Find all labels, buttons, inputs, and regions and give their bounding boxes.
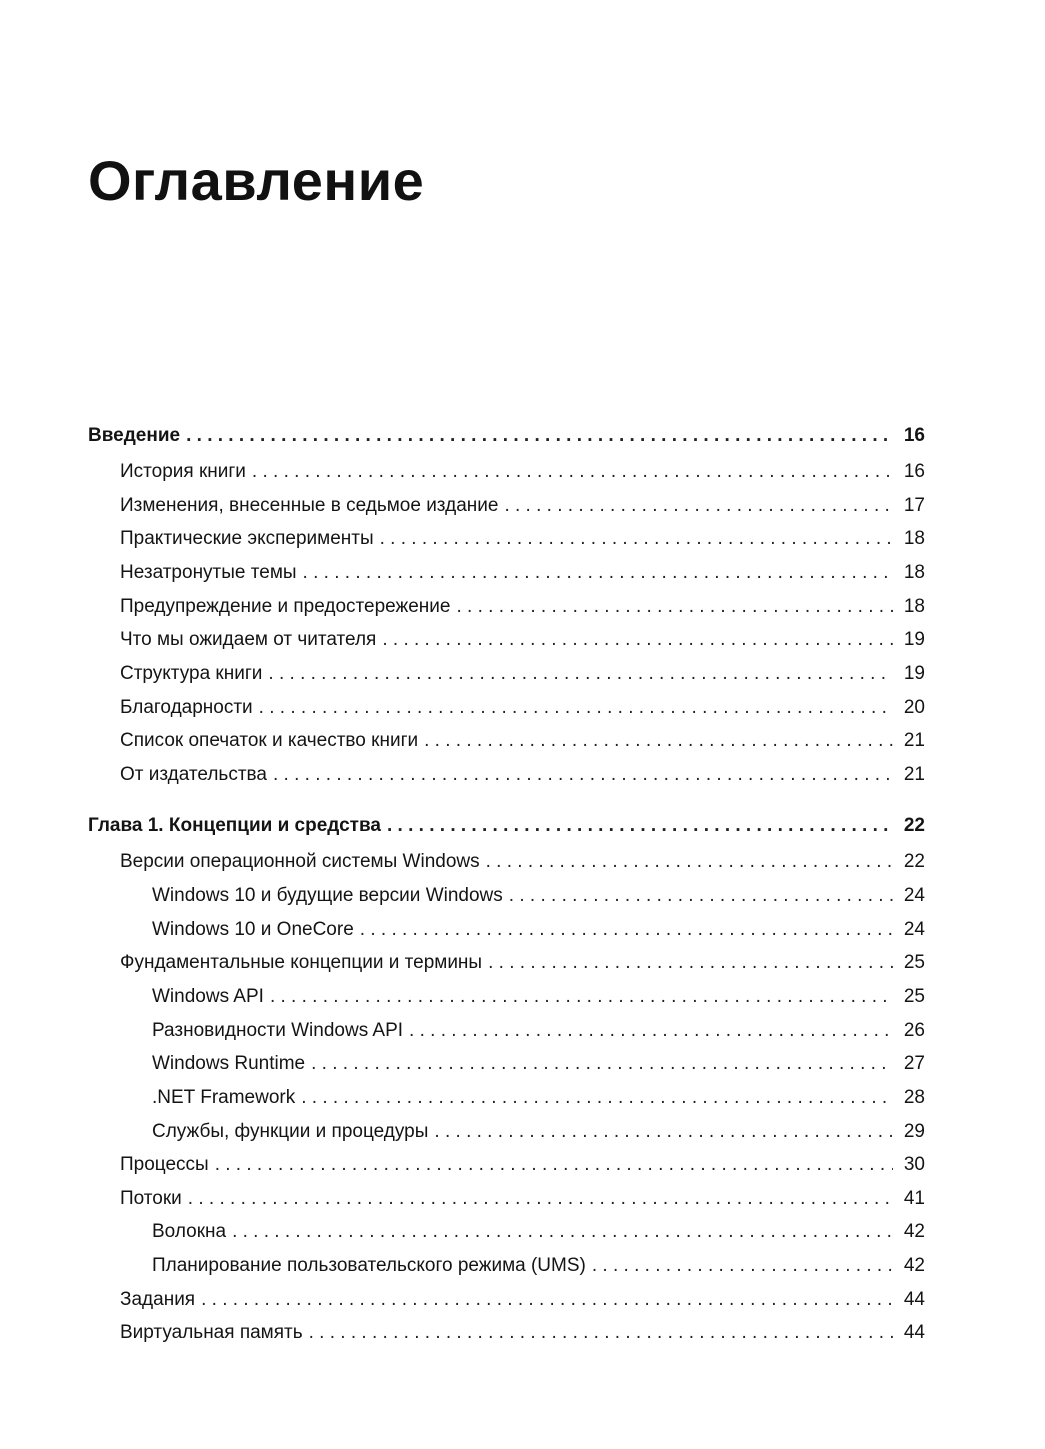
toc-entry[interactable] [120, 457, 925, 487]
toc-entry-label: Планирование пользовательского режима (UMS) [152, 1255, 586, 1276]
toc-entry[interactable] [120, 948, 925, 978]
toc-entry-label: Windows API [152, 986, 264, 1007]
toc-entry[interactable] [120, 659, 925, 689]
toc-entry-page: 18 [903, 528, 925, 549]
toc-entry-label: Глава 1. Концепции и средства [88, 815, 381, 836]
toc-entry-page: 17 [903, 495, 925, 516]
dot-leader [303, 558, 893, 588]
dot-leader [215, 1150, 893, 1180]
toc-entry-page: 20 [903, 697, 925, 718]
toc-entry[interactable] [120, 491, 925, 521]
toc-entry-label: Потоки [120, 1188, 182, 1209]
dot-leader [270, 982, 893, 1012]
dot-leader [456, 592, 893, 622]
toc-entry[interactable] [120, 693, 925, 723]
dot-leader [387, 811, 893, 841]
toc-entry-label: .NET Framework [152, 1087, 296, 1108]
toc-entry-page: 30 [903, 1154, 925, 1175]
toc-entry-label: Благодарности [120, 697, 253, 718]
dot-leader [311, 1049, 893, 1079]
toc-entry[interactable] [152, 915, 925, 945]
toc-entry-introduction[interactable] [88, 421, 925, 451]
toc-entry-page: 18 [903, 562, 925, 583]
toc-entry-page: 19 [903, 663, 925, 684]
toc-entry[interactable] [120, 726, 925, 756]
toc-entry[interactable] [120, 524, 925, 554]
toc-entry[interactable] [120, 847, 925, 877]
toc-entry-page: 28 [903, 1087, 925, 1108]
dot-leader [592, 1251, 893, 1281]
toc-entry-page: 44 [903, 1289, 925, 1310]
toc-entry-label: Windows Runtime [152, 1053, 306, 1074]
toc-entry[interactable] [152, 1083, 925, 1113]
dot-leader [360, 915, 893, 945]
dot-leader [409, 1016, 893, 1046]
dot-leader [434, 1117, 893, 1147]
toc-entry-label: Волокна [152, 1221, 227, 1242]
toc-entry-page: 42 [903, 1255, 925, 1276]
toc-entry-page: 29 [903, 1121, 925, 1142]
dot-leader [424, 726, 893, 756]
dot-leader [188, 1184, 893, 1214]
dot-leader [268, 659, 893, 689]
dot-leader [488, 948, 893, 978]
toc-entry-label: Изменения, внесенные в седьмое издание [120, 495, 499, 516]
toc-entry-page: 22 [903, 815, 925, 836]
toc-entry-label: Что мы ожидаем от читателя [120, 629, 377, 650]
dot-leader [301, 1083, 893, 1113]
toc-entry-label: Разновидности Windows API [152, 1020, 404, 1041]
toc-entry-page: 22 [903, 851, 925, 872]
dot-leader [309, 1318, 893, 1348]
toc-entry-page: 25 [903, 952, 925, 973]
toc-entry-label: Службы, функции и процедуры [152, 1121, 429, 1142]
toc-entry[interactable] [152, 1117, 925, 1147]
toc-entry[interactable] [120, 1285, 925, 1315]
dot-leader [259, 693, 893, 723]
toc-entry-label: История книги [120, 461, 246, 482]
toc-entry-page: 26 [903, 1020, 925, 1041]
toc-entry-page: 16 [903, 425, 925, 446]
toc-entry-label: Windows 10 и будущие версии Windows [152, 885, 503, 906]
toc-entry[interactable] [120, 760, 925, 790]
toc-entry-label: Задания [120, 1289, 196, 1310]
toc-entry[interactable] [152, 1217, 925, 1247]
toc-entry[interactable] [120, 558, 925, 588]
toc-entry-label: Практические эксперименты [120, 528, 374, 549]
toc-entry-label: Предупреждение и предостережение [120, 596, 451, 617]
toc-entry[interactable] [120, 625, 925, 655]
toc-entry-label: Версии операционной системы Windows [120, 851, 480, 872]
toc-entry[interactable] [120, 1184, 925, 1214]
toc-entry[interactable] [152, 982, 925, 1012]
page-title: Оглавление [88, 149, 425, 212]
toc-entry-page: 16 [903, 461, 925, 482]
toc-entry-label: Структура книги [120, 663, 263, 684]
toc-entry-page: 25 [903, 986, 925, 1007]
dot-leader [380, 524, 893, 554]
toc-entry-label: Фундаментальные концепции и термины [120, 952, 483, 973]
toc-entry-page: 18 [903, 596, 925, 617]
toc-entry[interactable] [152, 1251, 925, 1281]
toc-entry-page: 44 [903, 1322, 925, 1343]
dot-leader [486, 847, 893, 877]
toc-entry-label: Введение [88, 425, 181, 446]
toc-entry[interactable] [120, 592, 925, 622]
dot-leader [509, 881, 893, 911]
toc-entry-label: Список опечаток и качество книги [120, 730, 419, 751]
toc-entry-label: Виртуальная память [120, 1322, 303, 1343]
dot-leader [382, 625, 893, 655]
toc-entry-page: 24 [903, 919, 925, 940]
toc-entry-page: 24 [903, 885, 925, 906]
toc-entry[interactable] [152, 1016, 925, 1046]
toc-entry-label: Незатронутые темы [120, 562, 297, 583]
toc-entry-page: 21 [903, 764, 925, 785]
dot-leader [186, 421, 893, 451]
toc-entry[interactable] [120, 1150, 925, 1180]
dot-leader [273, 760, 893, 790]
toc-entry-page: 42 [903, 1221, 925, 1242]
dot-leader [201, 1285, 893, 1315]
toc-entry-page: 21 [903, 730, 925, 751]
toc-entry[interactable] [152, 1049, 925, 1079]
toc-entry-page: 27 [903, 1053, 925, 1074]
toc-entry-page: 41 [903, 1188, 925, 1209]
toc-entry-label: Процессы [120, 1154, 209, 1175]
toc-entry-page: 19 [903, 629, 925, 650]
toc-entry-label: Windows 10 и OneCore [152, 919, 354, 940]
toc-entry[interactable] [120, 1318, 925, 1348]
toc-entry[interactable] [152, 881, 925, 911]
toc-entry-label: От издательства [120, 764, 267, 785]
dot-leader [504, 491, 893, 521]
toc-entry-chapter-1[interactable] [88, 811, 925, 841]
dot-leader [232, 1217, 893, 1247]
dot-leader [252, 457, 893, 487]
